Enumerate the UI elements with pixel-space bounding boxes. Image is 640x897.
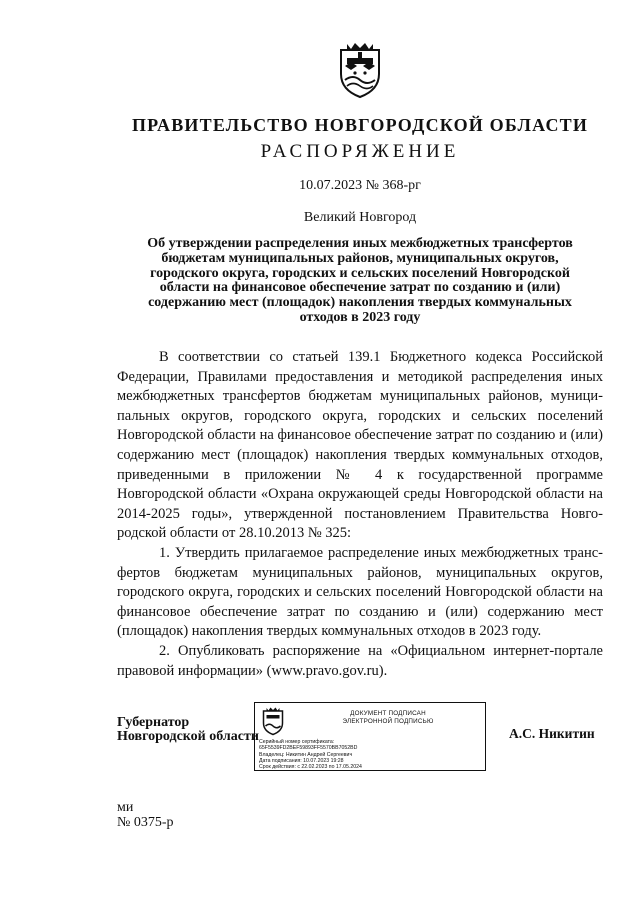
document-subject: Об утверждении распределения иных межбюджетных трансфертов бюджетам муниципальных районов, муниципальных округов, городского округа, городских и сельских поселений Новгородской области на финансовое обеспечение затрат по созданию и (или) содержанию мест (площадок) накопления твердых коммунальных отходов в 2023 году xyxy=(147,236,573,325)
signatory-position: Губернатор Новгородской области xyxy=(117,715,259,744)
document-type: РАСПОРЯЖЕНИЕ xyxy=(260,141,460,162)
stamp-line: 65F5539FD2BEF59893FF5570BB7052BD xyxy=(259,745,358,752)
stamp-line: Дата подписания: 10.07.2023 19:28 xyxy=(259,757,344,764)
footer-code: ми № 0375-р xyxy=(117,800,174,830)
electronic-signature-stamp xyxy=(254,702,486,771)
stamp-line: Серийный номер сертификата: xyxy=(259,739,335,745)
body-paragraph-item-2: 2. Опубликовать распоряжение на «Официальном интернет-портале правовой информации» (www.pravo.gov.ru). xyxy=(117,642,603,679)
novgorod-coat-of-arms-icon xyxy=(335,40,385,100)
stamp-line: Владелец: Никитин Андрей Сергеевич xyxy=(259,751,353,758)
stamp-title: ДОКУМЕНТ ПОДПИСАН ЭЛЕКТРОННОЙ ПОДПИСЬЮ xyxy=(342,710,434,725)
stamp-line: Срок действия: с 22.02.2023 по 17.05.2024 xyxy=(259,764,362,771)
stamp-details xyxy=(259,739,362,770)
document-city: Великий Новгород xyxy=(303,210,417,225)
government-title: ПРАВИТЕЛЬСТВО НОВГОРОДСКОЙ ОБЛАСТИ xyxy=(131,115,589,135)
signer-name: А.С. Никитин xyxy=(509,726,595,741)
body-paragraph-item-1: 1. Утвердить прилагаемое распределение иных межбюджетных трансфертов бюджетам муниципальных районов, муниципальных округов, городского округа, городских и сельских поселений Новгородской области на финансовое обеспечение затрат по созданию и (или) содержанию мест (площадок) накопления твердых коммунальных отходов в 2023 году. xyxy=(117,544,603,640)
novgorod-coat-of-arms-icon xyxy=(259,706,287,736)
document-body xyxy=(117,348,603,681)
body-paragraph-preamble: В соответствии со статьей 139.1 Бюджетного кодекса Российской Федерации, Правилами предоставления и методикой распределения иных межбюджетных трансфертов бюджетам муниципальных районов, муниципальных округов, городского округа, городских и сельских поселений Новгородской области на финансовое обеспечение затрат по созданию и (или) содержанию мест (площадок) накопления твердых коммунальных отходов, приведенными в приложении № 4 к государственной программе Новгородской области «Охрана окружающей среды Новгородской области на 2014-2025 годы», утвержденной постановлением Правительства Новгородской области от 28.10.2013 № 325: xyxy=(117,349,603,542)
document-date-number: 10.07.2023 № 368-рг xyxy=(299,178,421,193)
